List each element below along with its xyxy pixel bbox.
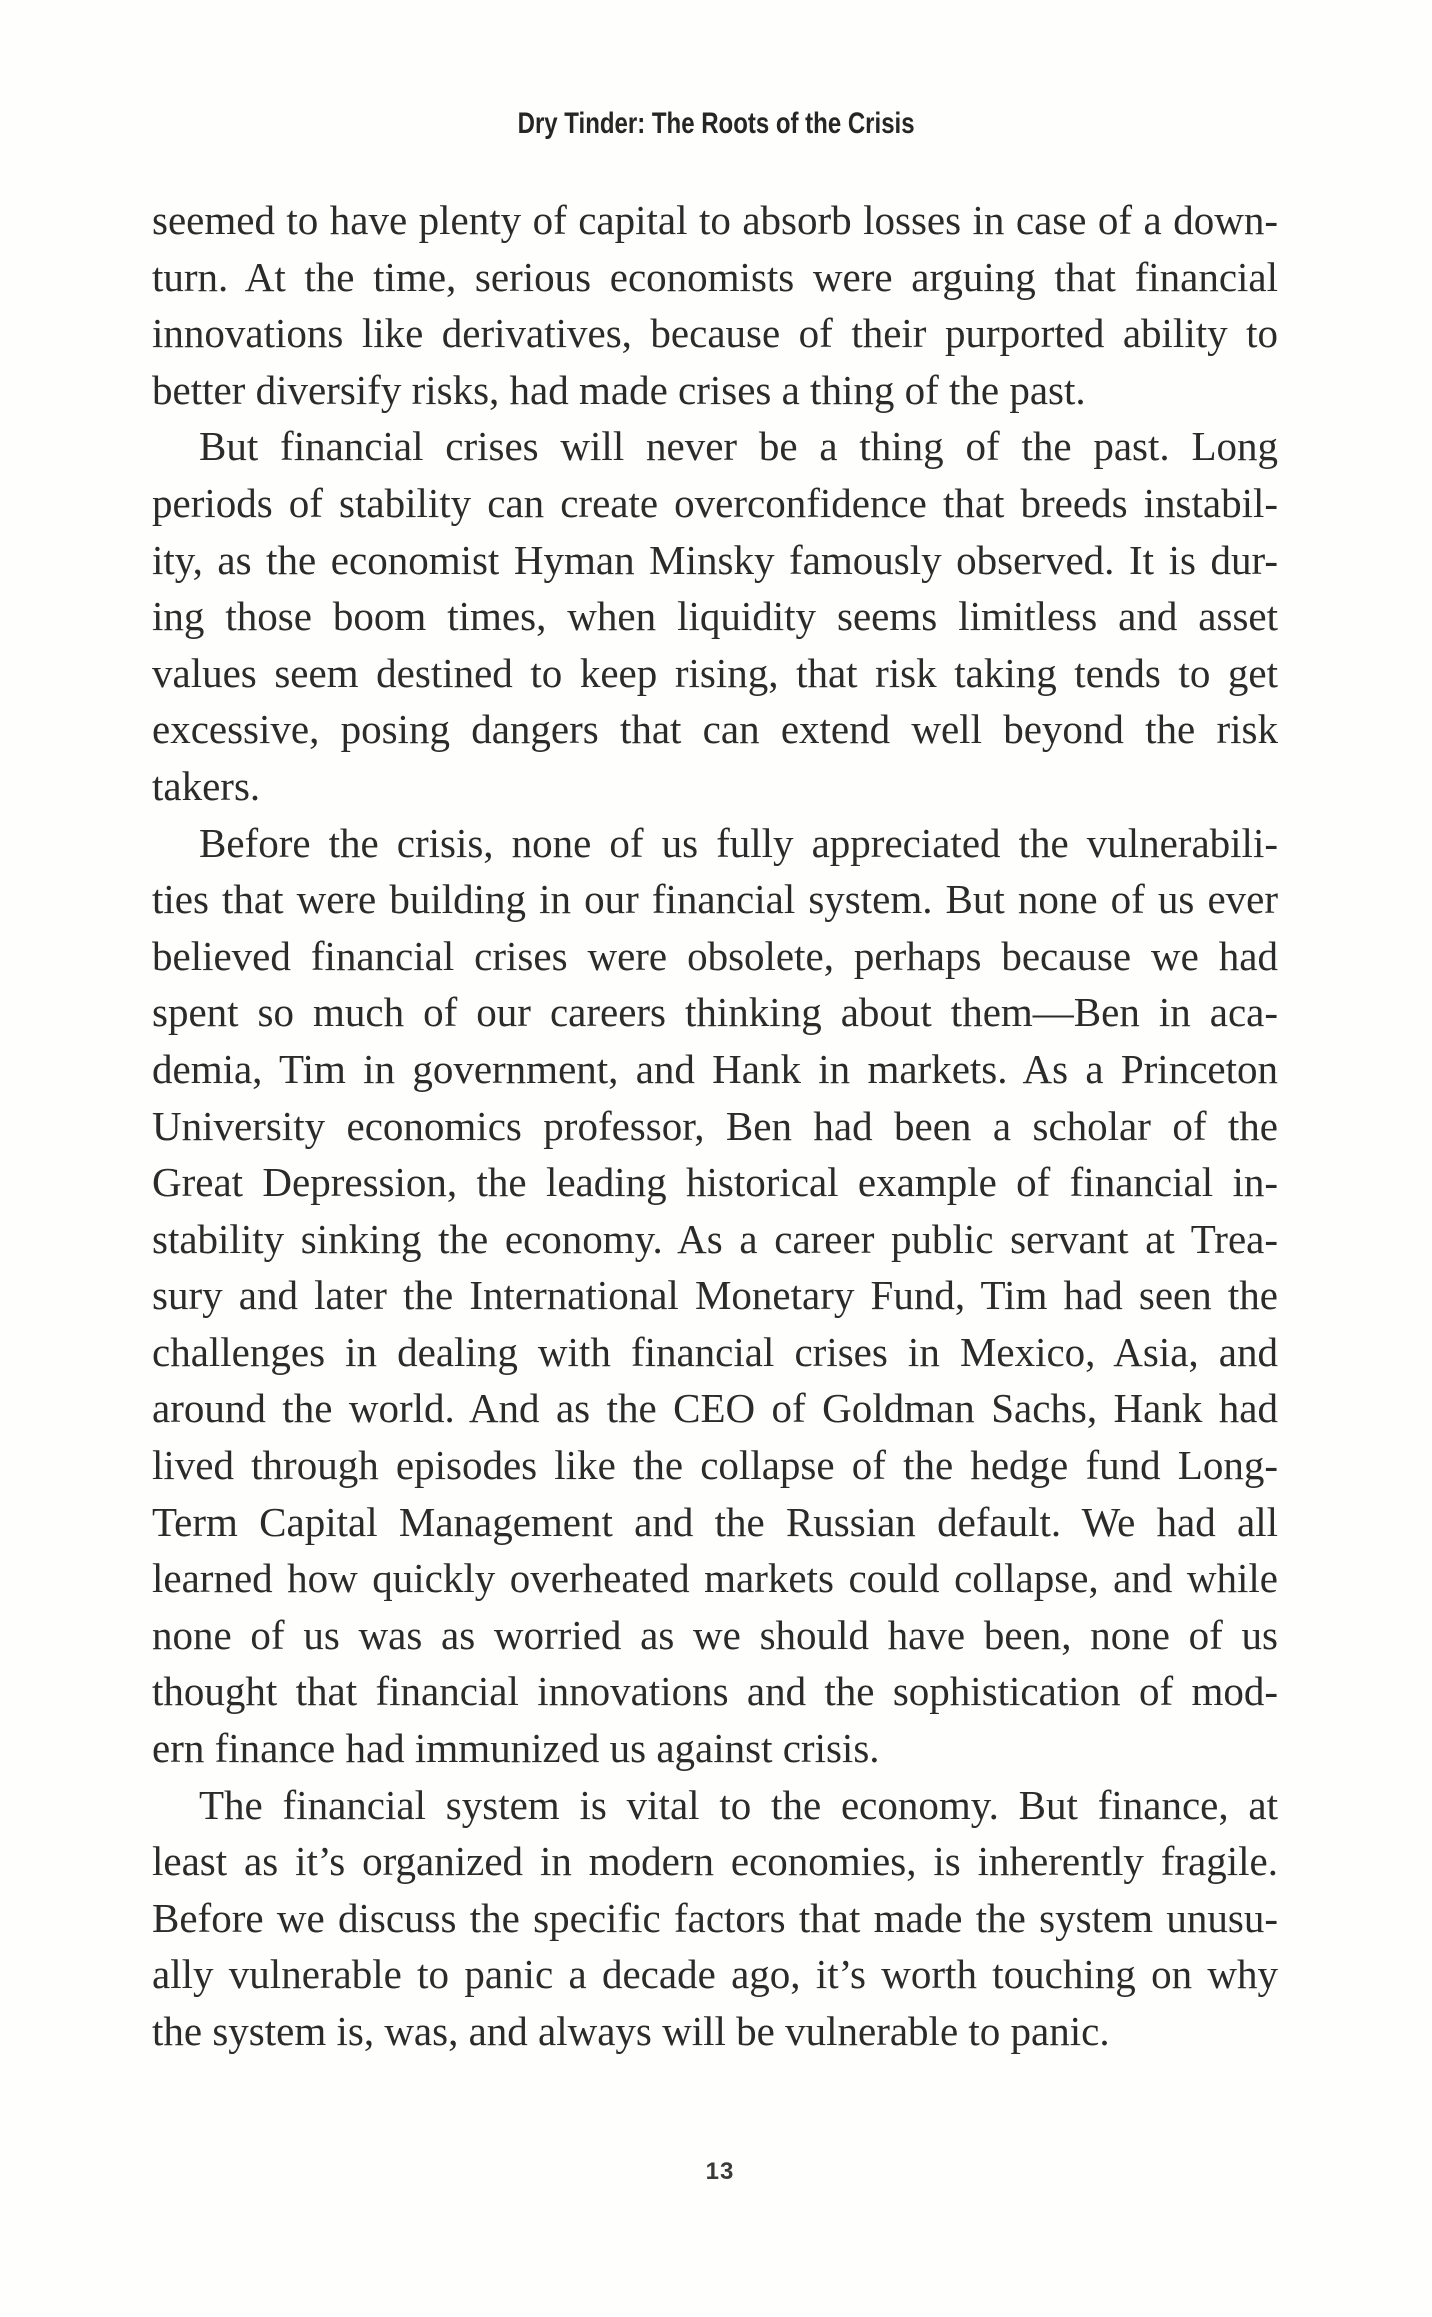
paragraph bbox=[152, 1777, 1278, 2060]
text-line-content: least as it’s organized in modern economies, is inherently fragile. bbox=[152, 1838, 1278, 1885]
text-line bbox=[152, 305, 1278, 362]
text-line bbox=[152, 1550, 1278, 1607]
text-line bbox=[152, 1494, 1278, 1551]
running-header bbox=[0, 104, 1432, 144]
text-line bbox=[152, 1098, 1278, 1155]
text-line bbox=[152, 1380, 1278, 1437]
text-line-content: ity, as the economist Hyman Minsky famously observed. It is dur- bbox=[152, 536, 1278, 583]
paragraph bbox=[152, 815, 1278, 1777]
text-line-content: innovations like derivatives, because of their purported ability to bbox=[152, 310, 1278, 357]
text-line-content: none of us was as worried as we should have been, none of us bbox=[152, 1611, 1278, 1658]
text-line-content: Great Depression, the leading historical example of financial in- bbox=[152, 1159, 1278, 1206]
text-line-content: ally vulnerable to panic a decade ago, it’s worth touching on why bbox=[152, 1951, 1278, 1998]
paragraph bbox=[152, 418, 1278, 814]
text-line-content: spent so much of our careers thinking about them—Ben in aca- bbox=[152, 989, 1278, 1036]
text-line bbox=[152, 1777, 1278, 1834]
paragraph bbox=[152, 192, 1278, 418]
text-line-content: Before the crisis, none of us fully appreciated the vulnerabili- bbox=[199, 819, 1278, 866]
text-line-content: ern finance had immunized us against crisis. bbox=[152, 1725, 880, 1772]
text-line-content: turn. At the time, serious economists were arguing that financial bbox=[152, 253, 1278, 300]
text-line bbox=[152, 1946, 1278, 2003]
text-line-content: ing those boom times, when liquidity seems limitless and asset bbox=[152, 593, 1278, 640]
text-line-content: Term Capital Management and the Russian default. We had all bbox=[152, 1498, 1278, 1545]
text-line bbox=[152, 418, 1278, 475]
text-line-content: The financial system is vital to the economy. But finance, at bbox=[199, 1781, 1278, 1828]
text-line bbox=[152, 1890, 1278, 1947]
text-line bbox=[152, 1211, 1278, 1268]
text-line-content: seemed to have plenty of capital to absorb losses in case of a down- bbox=[152, 197, 1278, 243]
text-line bbox=[152, 645, 1278, 702]
text-line bbox=[152, 701, 1278, 758]
text-line bbox=[152, 1154, 1278, 1211]
text-line bbox=[152, 588, 1278, 645]
text-line bbox=[152, 871, 1278, 928]
text-line bbox=[152, 249, 1278, 306]
text-line bbox=[152, 1324, 1278, 1381]
text-line-content: lived through episodes like the collapse of the hedge fund Long- bbox=[152, 1442, 1278, 1489]
text-line-content: periods of stability can create overconfidence that breeds instabil- bbox=[152, 479, 1278, 526]
chapter-title: Dry Tinder: The Roots of the Crisis bbox=[517, 107, 915, 140]
text-line-content: Before we discuss the specific factors that made the system unusu- bbox=[152, 1894, 1278, 1941]
text-line-content: challenges in dealing with financial crises in Mexico, Asia, and bbox=[152, 1328, 1278, 1375]
text-line-content: thought that financial innovations and the sophistication of mod- bbox=[152, 1668, 1278, 1715]
text-line-content: better diversify risks, had made crises a thing of the past. bbox=[152, 366, 1086, 413]
text-line-content: ties that were building in our financial system. But none of us ever bbox=[152, 876, 1278, 923]
text-line-content: learned how quickly overheated markets could collapse, and while bbox=[152, 1555, 1278, 1602]
text-line bbox=[152, 1607, 1278, 1664]
body-text bbox=[152, 192, 1278, 2060]
text-line bbox=[152, 928, 1278, 985]
page-number: 13 bbox=[705, 2158, 735, 2185]
text-line-content: demia, Tim in government, and Hank in markets. As a Princeton bbox=[152, 1045, 1278, 1092]
text-line bbox=[152, 758, 1278, 815]
text-line-content: believed financial crises were obsolete, perhaps because we had bbox=[152, 932, 1278, 979]
text-line bbox=[152, 984, 1278, 1041]
text-line-content: values seem destined to keep rising, that risk taking tends to get bbox=[152, 649, 1278, 696]
text-line-content: sury and later the International Monetary Fund, Tim had seen the bbox=[152, 1272, 1278, 1319]
text-line bbox=[152, 1720, 1278, 1777]
text-line bbox=[152, 475, 1278, 532]
text-line-content: stability sinking the economy. As a career public servant at Trea- bbox=[152, 1215, 1278, 1262]
text-line bbox=[152, 1437, 1278, 1494]
text-line-content: the system is, was, and always will be vulnerable to panic. bbox=[152, 2008, 1110, 2054]
text-line bbox=[152, 815, 1278, 872]
text-line bbox=[152, 1833, 1278, 1890]
text-line-content: But financial crises will never be a thing of the past. Long bbox=[199, 423, 1278, 470]
text-line bbox=[152, 532, 1278, 589]
text-line bbox=[152, 1041, 1278, 1098]
text-line bbox=[152, 2003, 1278, 2060]
text-line-content: around the world. And as the CEO of Goldman Sachs, Hank had bbox=[152, 1385, 1278, 1432]
text-line-content: takers. bbox=[152, 762, 261, 809]
text-line bbox=[152, 192, 1278, 249]
text-line bbox=[152, 1267, 1278, 1324]
text-line bbox=[152, 362, 1278, 419]
text-line-content: University economics professor, Ben had been a scholar of the bbox=[152, 1102, 1278, 1149]
text-line bbox=[152, 1663, 1278, 1720]
text-line-content: excessive, posing dangers that can extend well beyond the risk bbox=[152, 706, 1278, 753]
